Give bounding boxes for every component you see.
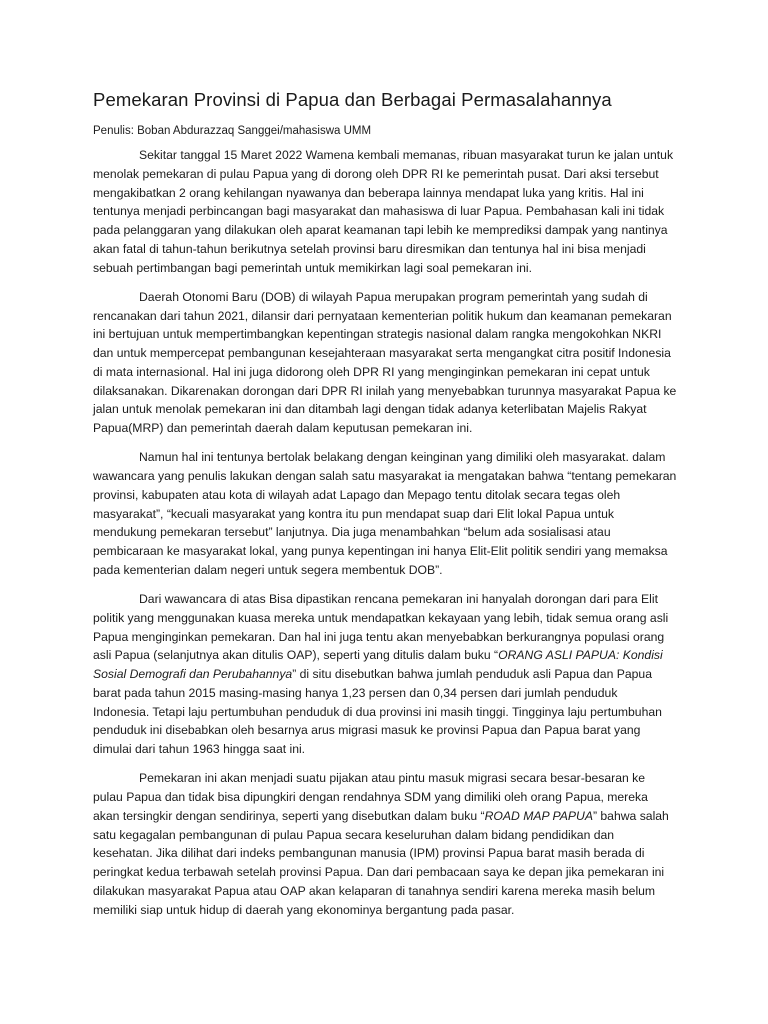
paragraph-5-text-b: ” bahwa salah satu kegagalan pembangunan di pulau Papua secara keseluruhan dalam bidang pendidikan dan kesehatan. Jika dilihat dari indeks pembangunan manusia (IPM) provinsi Papua barat masih berada di peringkat kedua terbawah setelah provinsi Papua. Dan dari pembacaan saya ke depan jika pemekaran ini dilakukan masyarakat Papua atau OAP akan kelaparan di tanahnya sendiri karena mereka masih belum memiliki siap untuk hidup di daerah yang ekonominya bergantung pada pasar. xyxy=(93,808,669,917)
document-title: Pemekaran Provinsi di Papua dan Berbagai Permasalahannya xyxy=(93,89,612,110)
paragraph-2: Daerah Otonomi Baru (DOB) di wilayah Papua merupakan program pemerintah yang sudah di rencanakan dari tahun 2021, dilansir dari pernyataan kementerian politik hukum dan keamanan pemekaran ini bertujuan untuk mempertimbangkan kepentingan strategis nasional dalam rangka mengokohkan NKRI dan untuk mempercepat pembangunan kesejahteraan masyarakat serta mengangkat citra positif Indonesia di mata internasional. Hal ini juga didorong oleh DPR RI yang menginginkan pemekaran ini cepat untuk dilaksanakan. Dikarenakan dorongan dari DPR RI inilah yang menyebabkan turunnya masyarakat Papua ke jalan untuk menolak pemekaran ini dan ditambah lagi dengan tidak adanya keterlibatan Majelis Rakyat Papua(MRP) dan pemerintah daerah dalam keputusan pemekaran ini. xyxy=(93,289,677,435)
author-line: Penulis: Boban Abdurazzaq Sanggei/mahasiswa UMM xyxy=(93,125,372,137)
paragraph-4 xyxy=(93,590,677,759)
paragraph-4-text-a: Dari wawancara di atas Bisa dipastikan rencana pemekaran ini hanyalah dorongan dari para Elit politik yang menggunakan kuasa mereka untuk mendapatkan kekayaan yang lebih, tidak semua orang asli Papua menginginkan pemekaran. Dan hal ini juga tentu akan menyebabkan berkurangnya populasi orang asli Papua (selanjutnya akan ditulis OAP), seperti yang ditulis dalam buku “ xyxy=(93,592,669,663)
paragraph-1: Sekitar tanggal 15 Maret 2022 Wamena kembali memanas, ribuan masyarakat turun ke jalan untuk menolak pemekaran di pulau Papua yang di dorong oleh DPR RI ke pemerintah pusat. Dari aksi tersebut mengakibatkan 2 orang kehilangan nyawanya dan beberapa lainnya mendapat luka yang kritis. Hal ini tentunya menjadi perbincangan bagi masyarakat dan mahasiswa di luar Papua. Pembahasan kali ini tidak pada pelanggaran yang dilakukan oleh aparat keamanan tapi lebih ke memprediksi dampak yang nantinya akan fatal di tahun-tahun berikutnya setelah provinsi baru diresmikan dan tentunya hal ini bisa menjadi sebuah pertimbangan bagi pemerintah untuk memikirkan lagi soal pemekaran ini. xyxy=(93,148,674,275)
book-title-road-map-papua: ROAD MAP PAPUA xyxy=(484,808,593,823)
paragraph-5-text-a: Pemekaran ini akan menjadi suatu pijakan atau pintu masuk migrasi secara besar-besaran ke pulau Papua dan tidak bisa dipungkiri dengan rendahnya SDM yang dimiliki oleh orang Papua, mereka akan tersingkir dengan sendirinya, seperti yang disebutkan dalam buku “ xyxy=(93,771,648,823)
paragraph-3: Namun hal ini tentunya bertolak belakang dengan keinginan yang dimiliki oleh masyarakat. dalam wawancara yang penulis lakukan dengan salah satu masyarakat ia mengatakan bahwa “tentang pemekaran provinsi, kabupaten atau kota di wilayah adat Lapago dan Mepago tentu ditolak secara tegas oleh masyarakat”, “kecuali masyarakat yang kontra itu pun mendapat suap dari Elit lokal Papua untuk mendukung pemekaran tersebut” lanjutnya. Dia juga menambahkan “belum ada sosialisasi atau pembicaraan ke masyarakat lokal, yang punya kepentingan ini hanya Elit-Elit politik sendiri yang memaksa pada kementerian dalam negeri untuk segera membentuk DOB”. xyxy=(93,450,677,577)
book-title-orang-asli-papua: ORANG ASLI PAPUA: Kondisi Sosial Demografi dan Perubahannya xyxy=(93,648,663,681)
paragraph-5 xyxy=(93,769,677,919)
paragraph-4-text-b: ” di situ disebutkan bahwa jumlah penduduk asli Papua dan Papua barat pada tahun 2015 masing-masing hanya 1,23 persen dan 0,34 persen dari jumlah penduduk Indonesia. Tetapi laju pertumbuhan penduduk di dua provinsi ini masih tinggi. Tingginya laju pertumbuhan penduduk ini disebabkan oleh besarnya arus migrasi masuk ke provinsi Papua dan Papua barat yang dimulai dari tahun 1963 hingga saat ini. xyxy=(93,667,662,756)
document-body xyxy=(93,146,677,930)
